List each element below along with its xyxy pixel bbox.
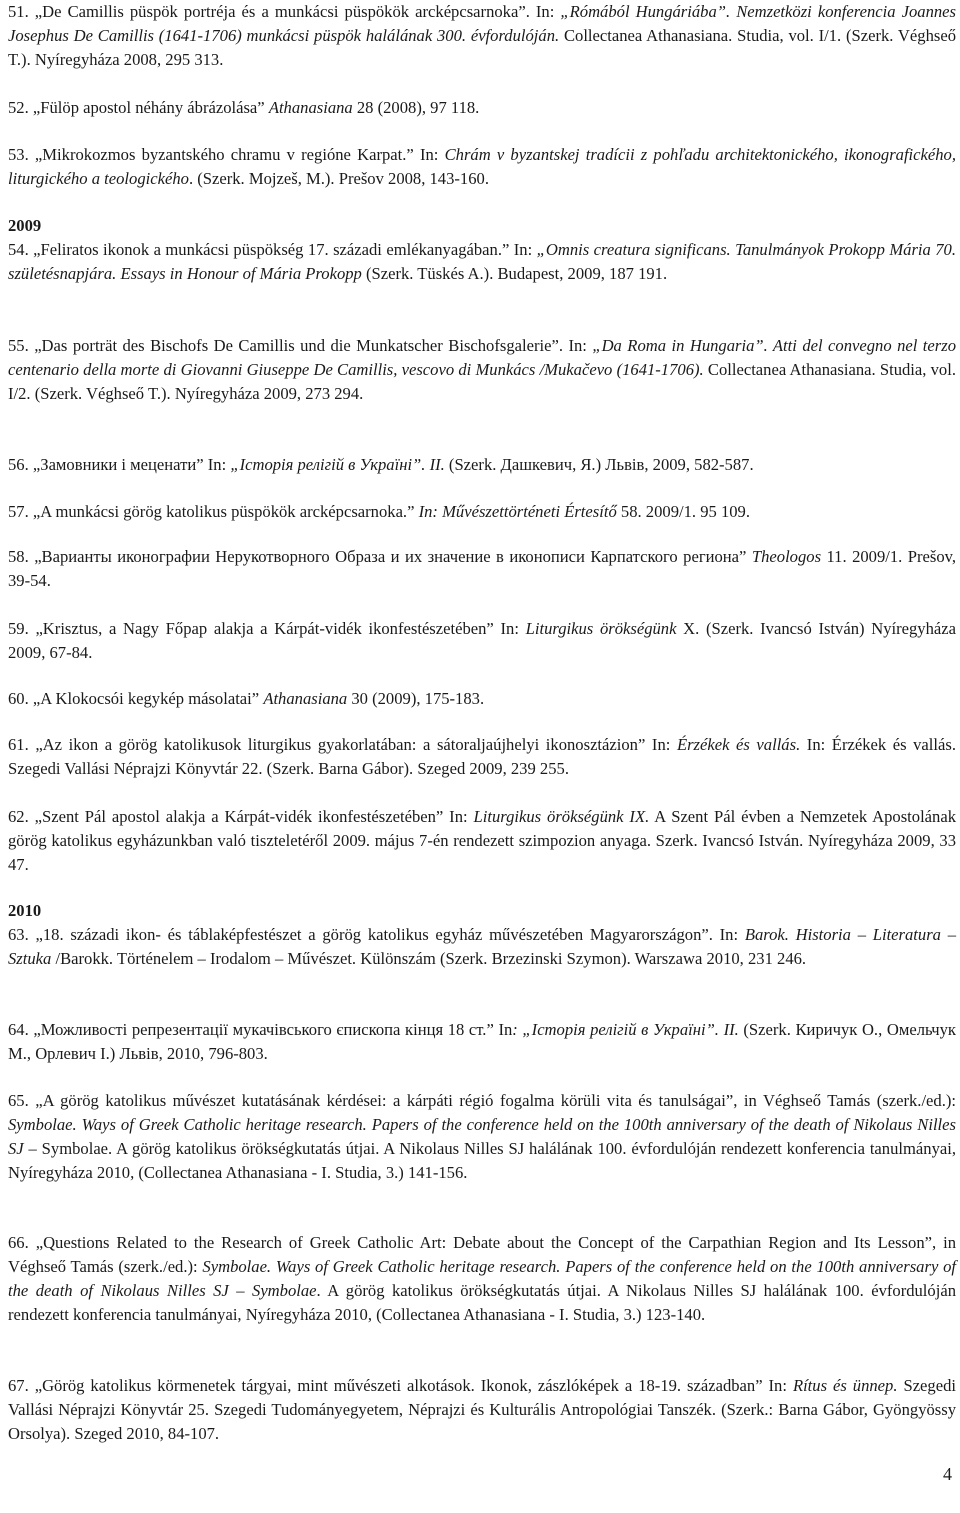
entry-text: Collectanea Athanasiana. Studia, vol. I/2. (Szerk. Véghseő T.). Nyíregyháza 2009, 273 294. [8, 360, 956, 403]
entry-italic-text: „Omnis creatura significans. Tanulmányok Prokopp Mária 70. születésnapjára. Essays in Honour of Mária Prokopp [8, 240, 956, 283]
entry-italic-text: Athanasiana [263, 689, 348, 708]
bib-entry-67 [8, 1374, 956, 1446]
entry-italic-text: Liturgikus örökségünk IX. [473, 807, 650, 826]
bib-entry-62 [8, 805, 956, 877]
entry-text: . (Szerk. Mojzeš, M.). Prešov 2008, 143-160. [188, 169, 489, 188]
entry-text: . A görög katolikus örökségkutatás útjai. A Nikolaus Nilles SJ halálának 100. évfordulóján rendezett konferencia tanulmányai, Nyíregyháza 2010, (Collectanea Athanasiana - I. Studia, 3.) 123-140. [8, 1281, 956, 1324]
entry-text: 59. „Krisztus, a Nagy Főpap alakja a Kárpát-vidék ikonfestészetében” In: [8, 619, 526, 638]
entry-text: 67. „Görög katolikus körmenetek tárgyai, mint művészeti alkotások. Ikonok, zászlóképek a 18-19. században” In: [8, 1376, 793, 1395]
entry-italic-text: Liturgikus örökségünk [525, 619, 677, 638]
entry-text: 55. „Das porträt des Bischofs De Camillis und die Munkatscher Bischofsgalerie”. In: [8, 336, 593, 355]
entry-text: 28 (2008), 97 118. [352, 98, 480, 117]
bib-entry-57 [8, 500, 956, 524]
bib-entry-56 [8, 453, 956, 477]
bib-entry-59 [8, 617, 956, 665]
entry-italic-text: Chrám v byzantskej tradícii z pohľadu architektonického, ikonografického, liturgického a teologického [8, 145, 957, 188]
entry-text: (Szerk. Tüskés A.). Budapest, 2009, 187 191. [361, 264, 668, 283]
bib-entry-61 [8, 733, 956, 781]
entry-text: 58. „Варианты иконографии Нерукотворного Образа и их значение в иконописи Карпатского региона” [8, 547, 752, 566]
entry-text: 63. „18. századi ikon- és táblaképfestészet a görög katolikus egyház művészetében Magyarországon”. In: [8, 925, 745, 944]
entry-italic-text: Érzékek és vallás. [676, 735, 801, 754]
entry-italic-text: „Історія релігій в Україні”. II. [230, 455, 445, 474]
entry-italic-text: Athanasiana [268, 98, 353, 117]
year-heading-2009: 2009 [8, 216, 42, 235]
bib-entry-53 [8, 143, 956, 191]
entry-text: /Barokk. Történelem – Irodalom – Művészet. Különszám (Szerk. Brzezinski Szymon). Warszawa 2010, 231 246. [51, 949, 807, 968]
bib-entry-52 [8, 96, 956, 120]
entry-italic-text: Barok. Historia – Literatura – Sztuka [8, 925, 956, 968]
entry-text: 65. „A görög katolikus művészet kutatásának kérdései: a kárpáti régió fogalma körüli vita és tanulságai”, in Véghseő Tamás (szerk./ed.): [8, 1091, 956, 1110]
entry-text: (Szerk. Киричук О., Омельчук М., Орлевич І.) Львів, 2010, 796-803. [8, 1020, 956, 1063]
bib-entry-60 [8, 687, 956, 711]
entry-text: 51. „De Camillis püspök portréja és a munkácsi püspökök arcképcsarnoka”. In: [8, 2, 561, 21]
entry-italic-text: Rítus és ünnep. [792, 1376, 898, 1395]
entry-text: 56. „Замовники і меценати” In: [8, 455, 231, 474]
entry-text: 53. „Mikrokozmos byzantského chramu v regióne Karpat.” In: [8, 145, 445, 164]
entry-text: 58. 2009/1. 95 109. [616, 502, 750, 521]
entry-text: (Szerk. Дашкевич, Я.) Львів, 2009, 582-587. [444, 455, 754, 474]
entry-text: 61. „Az ikon a görög katolikusok liturgikus gyakorlatában: a sátoraljaújhelyi ikonosztázion” In: [8, 735, 677, 754]
entry-text: 66. „Questions Related to the Research of Greek Catholic Art: Debate about the Concept of the Carpathian Region and Its Lesson”, in Véghseő Tamás (szerk./ed.): [8, 1233, 956, 1276]
entry-text: 54. „Feliratos ikonok a munkácsi püspökség 17. századi emlékanyagában.” In: [8, 240, 537, 259]
entry-italic-text: Symbolae. Ways of Greek Catholic heritage research. Papers of the conference held on the 100th anniversary of the death of Nikolaus Nilles SJ [8, 1115, 956, 1158]
entry-italic-text: „Rómából Hungáriába”. Nemzetközi konferencia Joannes Josephus De Camillis (1641-1706) munkácsi püspök halálának 300. évfordulóján. [8, 2, 956, 45]
entry-text: 62. „Szent Pál apostol alakja a Kárpát-vidék ikonfestészetében” In: [8, 807, 474, 826]
entry-text: 64. „Можливості репрезентації мукачівського єпископа кінця 18 ст.” In [8, 1020, 513, 1039]
entry-italic-text: : „Історія релігій в Україні”. II. [512, 1020, 739, 1039]
bib-entry-54 [8, 238, 956, 286]
bib-entry-65 [8, 1089, 956, 1185]
entry-italic-text: In: Művészettörténeti Értesítő [418, 502, 617, 521]
entry-text: 52. „Fülöp apostol néhány ábrázolása” [8, 98, 269, 117]
entry-text: 57. „A munkácsi görög katolikus püspökök arcképcsarnoka.” [8, 502, 419, 521]
entry-italic-text: „Da Roma in Hungaria”. Atti del convegno nel terzo centenario della morte di Giovanni Giuseppe De Camillis, vescovo di Munkács /Mukačevo (1641-1706). [8, 336, 956, 379]
entry-text: Szegedi Vallási Néprajzi Könyvtár 25. Szegedi Tudományegyetem, Néprajzi és Kulturális Antropológiai Tanszék. (Szerk.: Barna Gábor, Gyöngyössy Orsolya). Szeged 2010, 84-107. [8, 1376, 956, 1443]
entry-text: 11. 2009/1. Prešov, 39-54. [8, 547, 956, 590]
entry-text: – Symbolae. A görög katolikus örökségkutatás útjai. A Nikolaus Nilles SJ halálának 100. évfordulóján rendezett konferencia tanulmányai, Nyíregyháza 2010, (Collectanea Athanasiana - I. Studia, 3.) 141-156. [8, 1139, 956, 1182]
entry-text: A Szent Pál évben a Nemzetek Apostolának görög katolikus egyházunkban való tiszteletéről 2009. május 7-én rendezett szimpozion anyaga. Szerk. Ivancsó István. Nyíregyháza 2009, 33 47. [8, 807, 957, 874]
bib-entry-66 [8, 1231, 956, 1327]
entry-text: In: Érzékek és vallás. Szegedi Vallási Néprajzi Könyvtár 22. (Szerk. Barna Gábor). Szeged 2009, 239 255. [8, 735, 956, 778]
bib-entry-64 [8, 1018, 956, 1066]
entry-text: 60. „A Klokocsói kegykép másolatai” [8, 689, 264, 708]
entry-italic-text: Theologos [751, 547, 822, 566]
bib-entry-51 [8, 0, 956, 72]
entry-italic-text: Symbolae. Ways of Greek Catholic heritage research. Papers of the conference held on the 100th anniversary of the death of Nikolaus Nilles SJ – Symbolae [8, 1257, 956, 1300]
entry-text: 30 (2009), 175-183. [347, 689, 485, 708]
page-number: 4 [943, 1464, 952, 1484]
bib-entry-55 [8, 334, 956, 406]
entry-text: Collectanea Athanasiana. Studia, vol. I/1. (Szerk. Véghseő T.). Nyíregyháza 2008, 295 313. [8, 26, 956, 69]
bib-entry-58 [8, 545, 956, 593]
bib-entry-63 [8, 923, 956, 971]
year-heading-2010: 2010 [8, 901, 42, 920]
entry-text: X. (Szerk. Ivancsó István) Nyíregyháza 2009, 67-84. [8, 619, 956, 662]
